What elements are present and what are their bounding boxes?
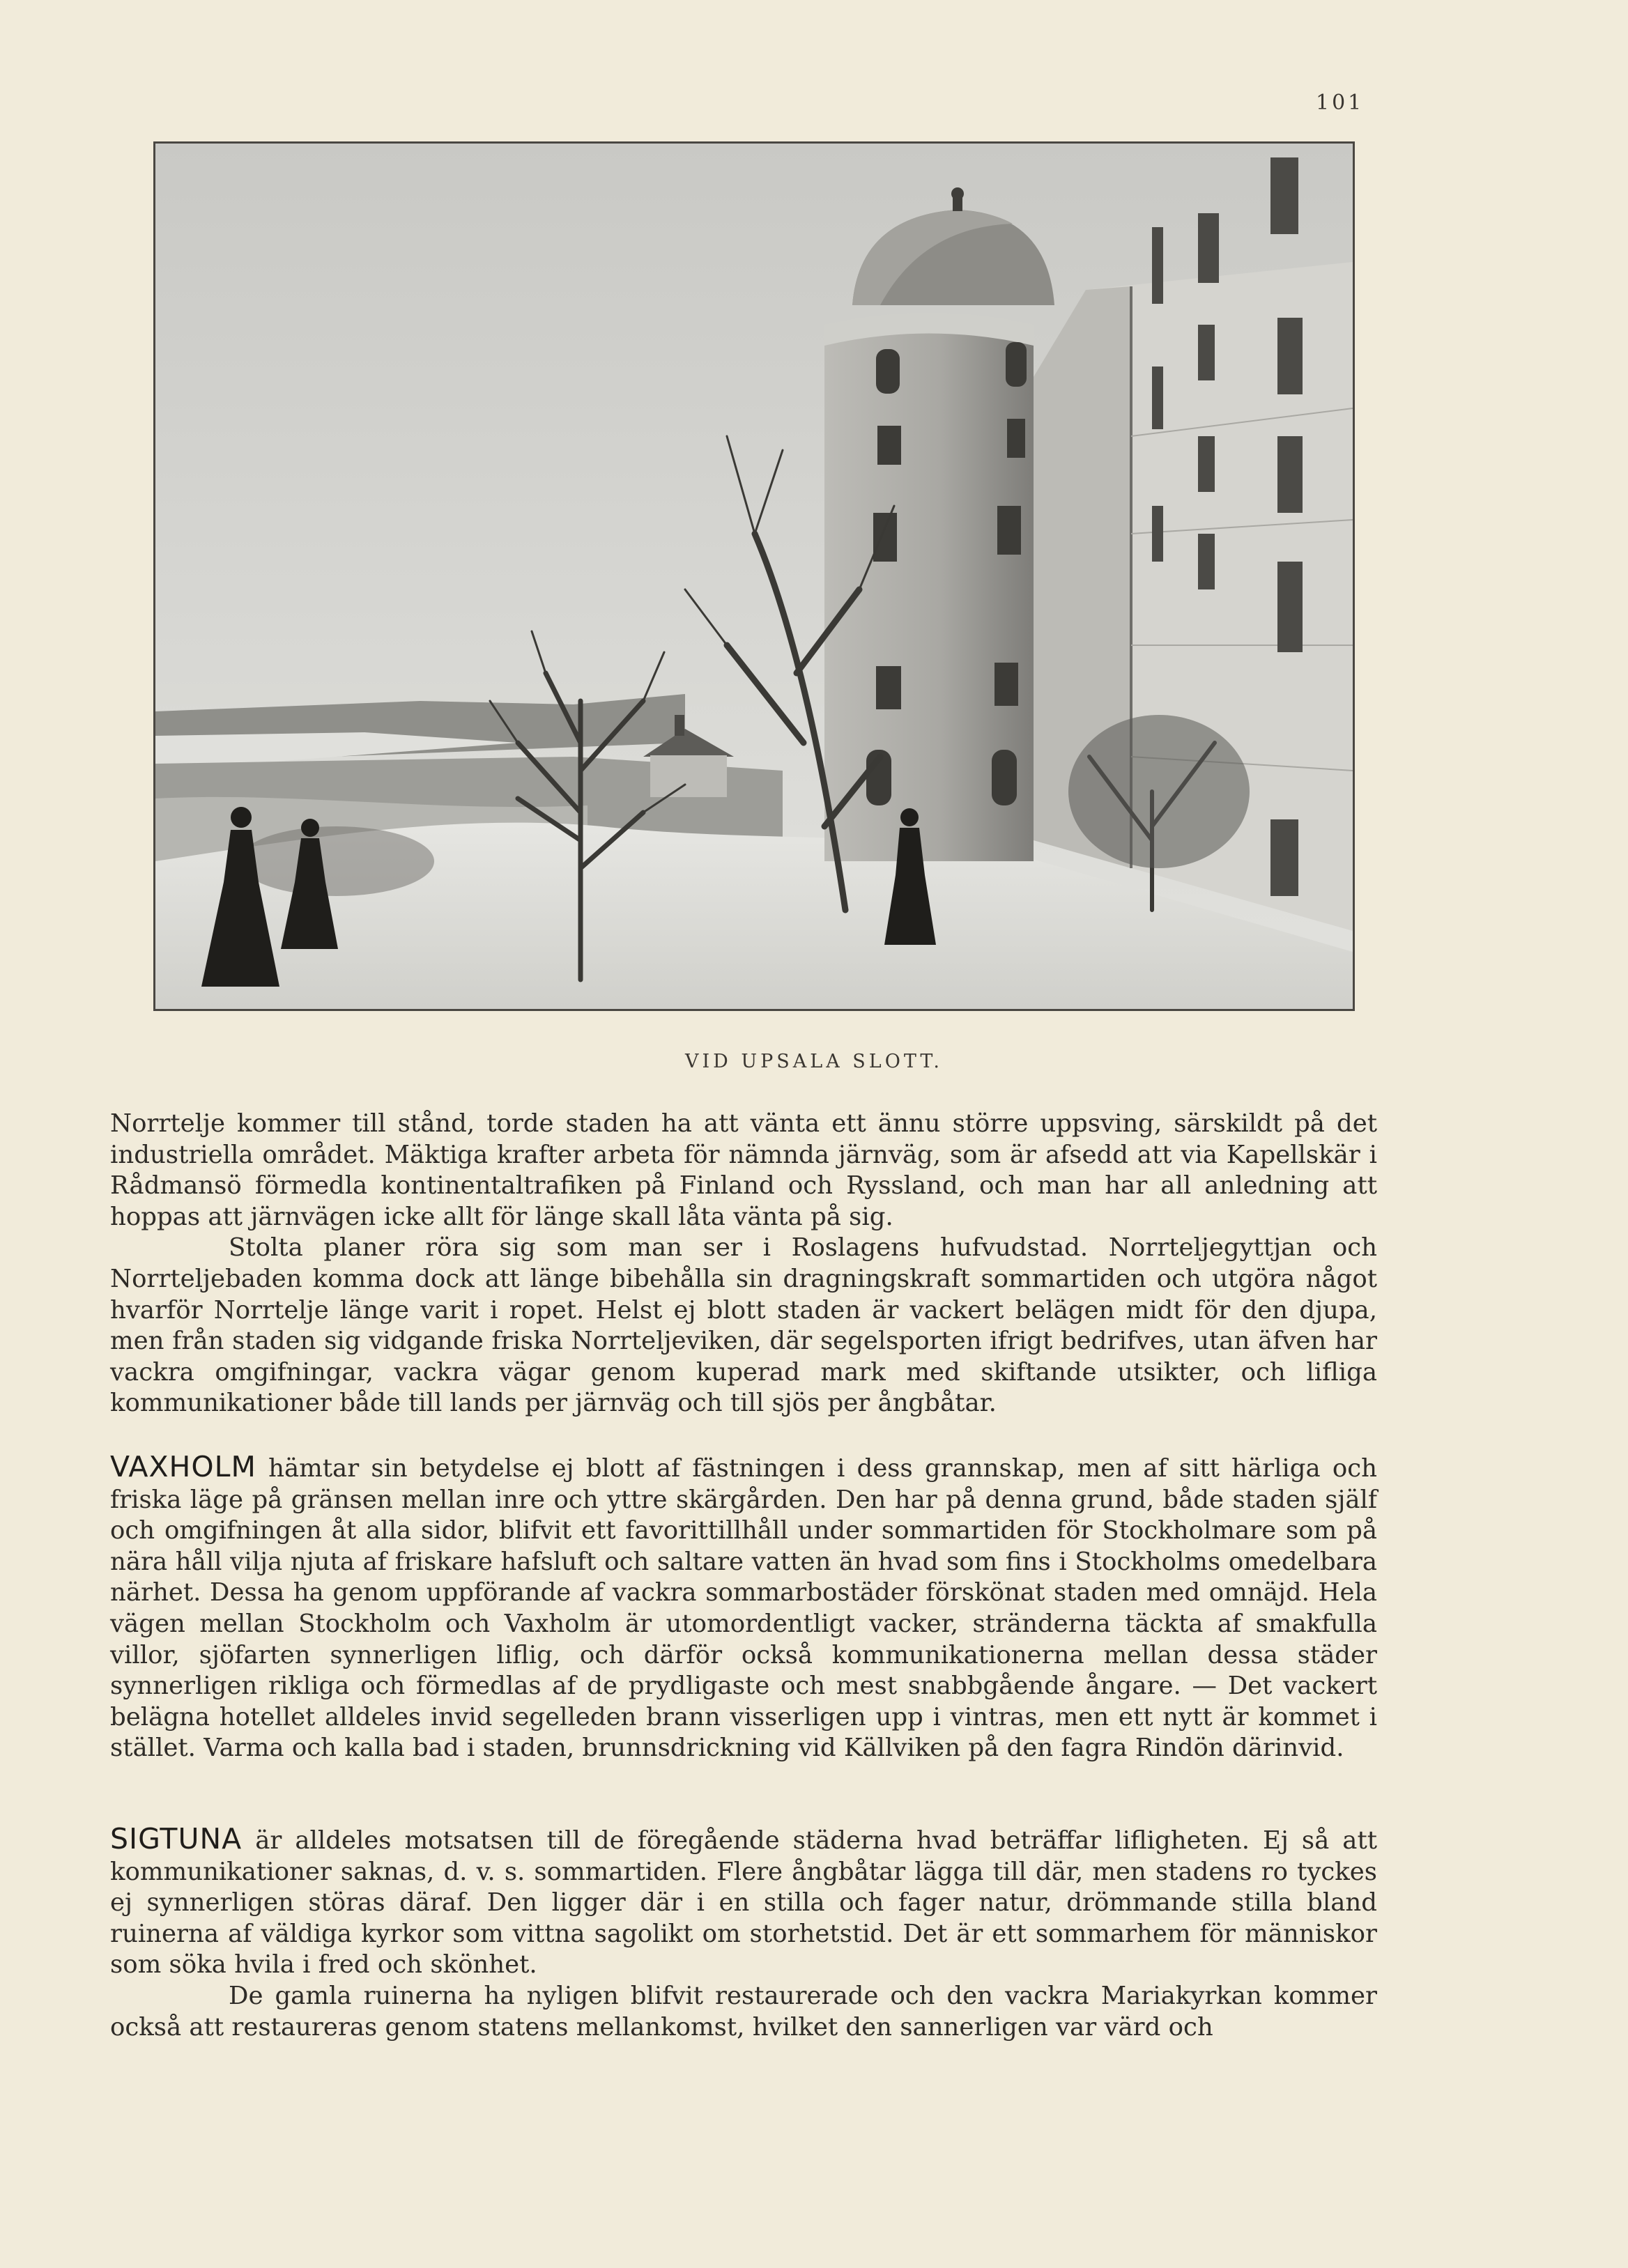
page-number: 101 — [1316, 91, 1365, 115]
shrub-right — [1068, 715, 1250, 868]
paragraph: De gamla ruinerna ha nyligen blifvit restaurerade och den vackra Mariakyrkan kommer också att restaureras genom statens mellankomst, hvilket den sannerligen var värd och — [110, 1981, 1377, 2042]
paragraph-text: är alldeles motsatsen till de föregående städerna hvad beträffar lifligheten. Ej så att kommunikationer saknas, d. v. s. sommartiden. Flere ångbåtar lägga till där, men stadens ro tyckes ej synnerligen störas däraf. Den ligger där i en stilla och fager natur, drömmande stilla bland ruinerna af väldiga kyrkor som vittna sagolikt om storhetstid. Det är ett sommarhem för människor som söka hvila i fred och skönhet. — [110, 1826, 1377, 1980]
section-sigtuna — [110, 1823, 1377, 2043]
round-tower — [824, 187, 1054, 861]
paragraph-text: hämtar sin betydelse ej blott af fästningen i dess grannskap, men af sitt härliga och friska läge på gränsen mellan inre och yttre skärgården. Den har på denna grund, både staden själf och omgifningen åt alla sidor, blifvit ett favorittillhåll under sommartiden för Stockholmare som på nära håll vilja njuta af friskare hafsluft och saltare vatten än hvad som fins i Stockholms omedelbara närhet. Dessa ha genom uppförande af vackra sommarbostäder förskönat staden med omnäjd. Hela vägen mellan Stockholm och Vaxholm är utomordentligt vacker, stränderna täckta af smakfulla villor, sjöfarten synnerligen liflig, och därför också kommunikationerna mellan dessa städer synnerligen rikliga och förmedlas af de prydligaste och mest snabbgående ångare. — Det vackert belägna hotellet alldeles invid segelleden brann visserligen upp i vintras, men ett nytt är kommet i stället. Varma och kalla bad i staden, brunnsdrickning vid Källviken på den fagra Rindön därinvid. — [110, 1454, 1377, 1763]
section-heading-vaxholm: VAXHOLM — [110, 1450, 256, 1483]
section-heading-sigtuna: SIGTUNA — [110, 1822, 243, 1856]
paragraph — [110, 1823, 1377, 1981]
section-vaxholm — [110, 1451, 1377, 1764]
section-norrtelje — [110, 1109, 1377, 1419]
photograph-upsala-castle — [153, 141, 1355, 1011]
paragraph — [110, 1451, 1377, 1764]
photo-caption: VID UPSALA SLOTT. — [684, 1051, 944, 1072]
paragraph: Norrtelje kommer till stånd, torde staden ha att vänta ett ännu större uppsving, särskildt på det industriella området. Mäktiga krafter arbeta för nämnda järnväg, som är afsedd att via Kapellskär i Rådmansö förmedla kontinentaltrafiken på Finland och Ryssland, och man har all anledning att hoppas att järnvägen icke allt för länge skall låta vänta på sig. — [110, 1109, 1377, 1231]
paragraph: Stolta planer röra sig som man ser i Roslagens hufvudstad. Norrteljegyttjan och Norrteljebaden komma dock att länge bibehålla sin dragningskraft sommartiden och utgöra något hvarför Norrtelje länge varit i ropet. Helst ej blott staden är vackert belägen midt för den djupa, men från staden sig vidgande friska Norrteljeviken, där segelsporten ifrigt bedrifves, utan äfven har vackra omgifningar, vackra vägar genom kuperad mark med skiftande utsikter, och lifliga kommunikationer både till lands per järnväg och till sjös per ångbåtar. — [110, 1233, 1377, 1418]
shrub-left — [239, 826, 434, 896]
